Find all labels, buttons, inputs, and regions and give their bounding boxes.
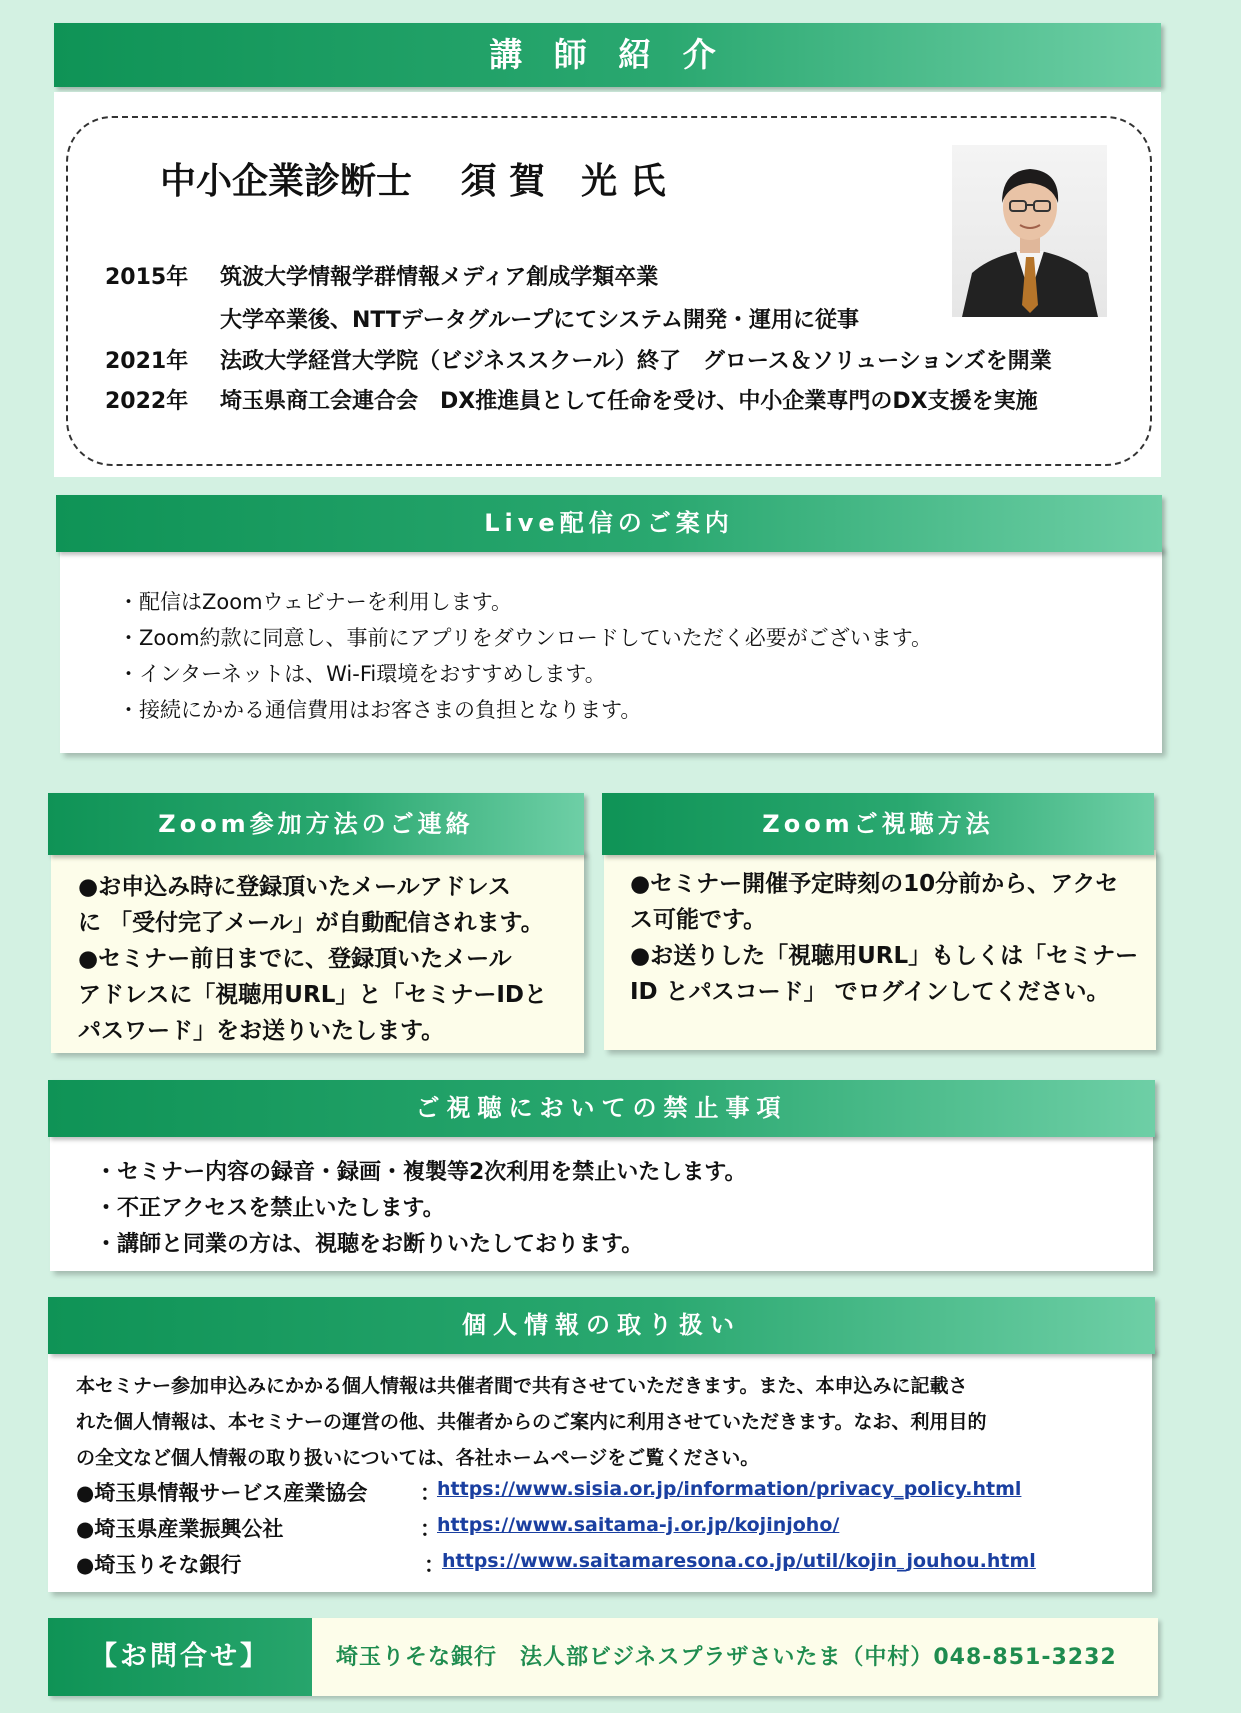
privacy-link-2[interactable]: https://www.saitama-j.or.jp/kojinjoho/	[437, 1514, 840, 1536]
live-item-1: ・配信はZoomウェビナーを利用します。	[118, 590, 513, 614]
zoom-join-line-4: アドレスに「視聴用URL」と「セミナーIDと	[78, 982, 548, 1008]
privacy-banner	[48, 1297, 1155, 1354]
live-item-2: ・Zoom約款に同意し、事前にアプリをダウンロードしていただく必要がございます。	[118, 626, 933, 650]
career-year-4: 2022年	[105, 389, 189, 414]
privacy-org-3: ●埼玉りそな銀行	[76, 1553, 242, 1577]
privacy-sep-1: ：	[420, 1481, 441, 1505]
prohibited-banner	[48, 1080, 1155, 1137]
career-text-4: 埼玉県商工会連合会 DX推進員として任命を受け、中小企業専門のDX支援を実施	[220, 389, 1038, 414]
privacy-paragraph-line-3: の全文など個人情報の取り扱いについては、各社ホームページをご覧ください。	[76, 1447, 760, 1469]
career-year-3: 2021年	[105, 349, 189, 374]
instructor-banner	[54, 23, 1161, 87]
privacy-link-3[interactable]: https://www.saitamaresona.co.jp/util/kojin_jouhou.html	[442, 1550, 1036, 1572]
privacy-org-2: ●埼玉県産業振興公社	[76, 1517, 284, 1541]
zoom-join-line-2: に 「受付完了メール」が自動配信されます。	[78, 910, 544, 936]
zoom-view-line-1: ●セミナー開催予定時刻の10分前から、アクセ	[630, 871, 1119, 897]
zoom-join-title: Zoom参加方法のご連絡	[158, 810, 474, 838]
prohibited-list	[95, 1155, 747, 1263]
zoom-join-body	[78, 869, 547, 1049]
zoom-join-line-3: ●セミナー前日までに、登録頂いたメール	[78, 946, 512, 972]
live-list	[118, 584, 932, 728]
privacy-title: 個人情報の取り扱い	[462, 1311, 741, 1339]
instructor-name: 中小企業診断士 須 賀 光 氏	[160, 161, 666, 202]
privacy-org-1: ●埼玉県情報サービス産業協会	[76, 1481, 368, 1505]
zoom-join-line-5: パスワード」をお送りいたします。	[78, 1018, 445, 1044]
zoom-join-line-1: ●お申込み時に登録頂いたメールアドレス	[78, 874, 511, 900]
contact-text: 埼玉りそな銀行 法人部ビジネスプラザさいたま（中村）048-851-3232	[336, 1645, 1117, 1670]
live-item-4: ・接続にかかる通信費用はお客さまの負担となります。	[118, 698, 642, 722]
career-text-1: 筑波大学情報学群情報メディア創成学類卒業	[220, 265, 659, 290]
zoom-view-line-2: ス可能です。	[630, 907, 767, 933]
instructor-section-title: 講 師 紹 介	[489, 35, 726, 74]
contact-label-box	[48, 1618, 312, 1696]
privacy-paragraph	[76, 1368, 986, 1476]
privacy-sep-3: ：	[424, 1553, 445, 1577]
privacy-paragraph-line-2: れた個人情報は、本セミナーの運営の他、共催者からのご案内に利用させていただきます。なお、利用目的	[76, 1411, 987, 1433]
prohibited-item-1: ・セミナー内容の録音・録画・複製等2次利用を禁止いたします。	[95, 1160, 747, 1185]
instructor-photo	[952, 145, 1107, 317]
career-text-3: 法政大学経営大学院（ビジネススクール）終了 グロース＆ソリューションズを開業	[220, 349, 1052, 374]
zoom-view-line-3: ●お送りした「視聴用URL」もしくは「セミナー	[630, 943, 1139, 969]
privacy-paragraph-line-1: 本セミナー参加申込みにかかる個人情報は共催者間で共有させていただきます。また、本申込みに記載さ	[76, 1375, 968, 1397]
privacy-link-1[interactable]: https://www.sisia.or.jp/information/privacy_policy.html	[437, 1478, 1022, 1500]
prohibited-item-3: ・講師と同業の方は、視聴をお断りいたしております。	[95, 1232, 644, 1257]
prohibited-item-2: ・不正アクセスを禁止いたします。	[95, 1196, 445, 1221]
contact-label: 【お問合せ】	[90, 1641, 270, 1672]
zoom-view-line-4: ID とパスコード」 でログインしてください。	[630, 979, 1110, 1005]
live-title: Live配信のご案内	[484, 509, 734, 537]
zoom-view-title: Zoomご視聴方法	[762, 810, 994, 838]
zoom-join-banner	[48, 793, 584, 855]
zoom-view-body	[630, 866, 1138, 1010]
live-item-3: ・インターネットは、Wi-Fi環境をおすすめします。	[118, 662, 606, 686]
career-year-1: 2015年	[105, 265, 189, 290]
prohibited-title: ご視聴においての禁止事項	[415, 1094, 788, 1122]
career-text-2: 大学卒業後、NTTデータグループにてシステム開発・運用に従事	[220, 308, 859, 333]
privacy-sep-2: ：	[420, 1517, 441, 1541]
live-banner	[56, 495, 1162, 552]
zoom-view-banner	[602, 793, 1154, 855]
portrait-illustration	[952, 145, 1107, 317]
